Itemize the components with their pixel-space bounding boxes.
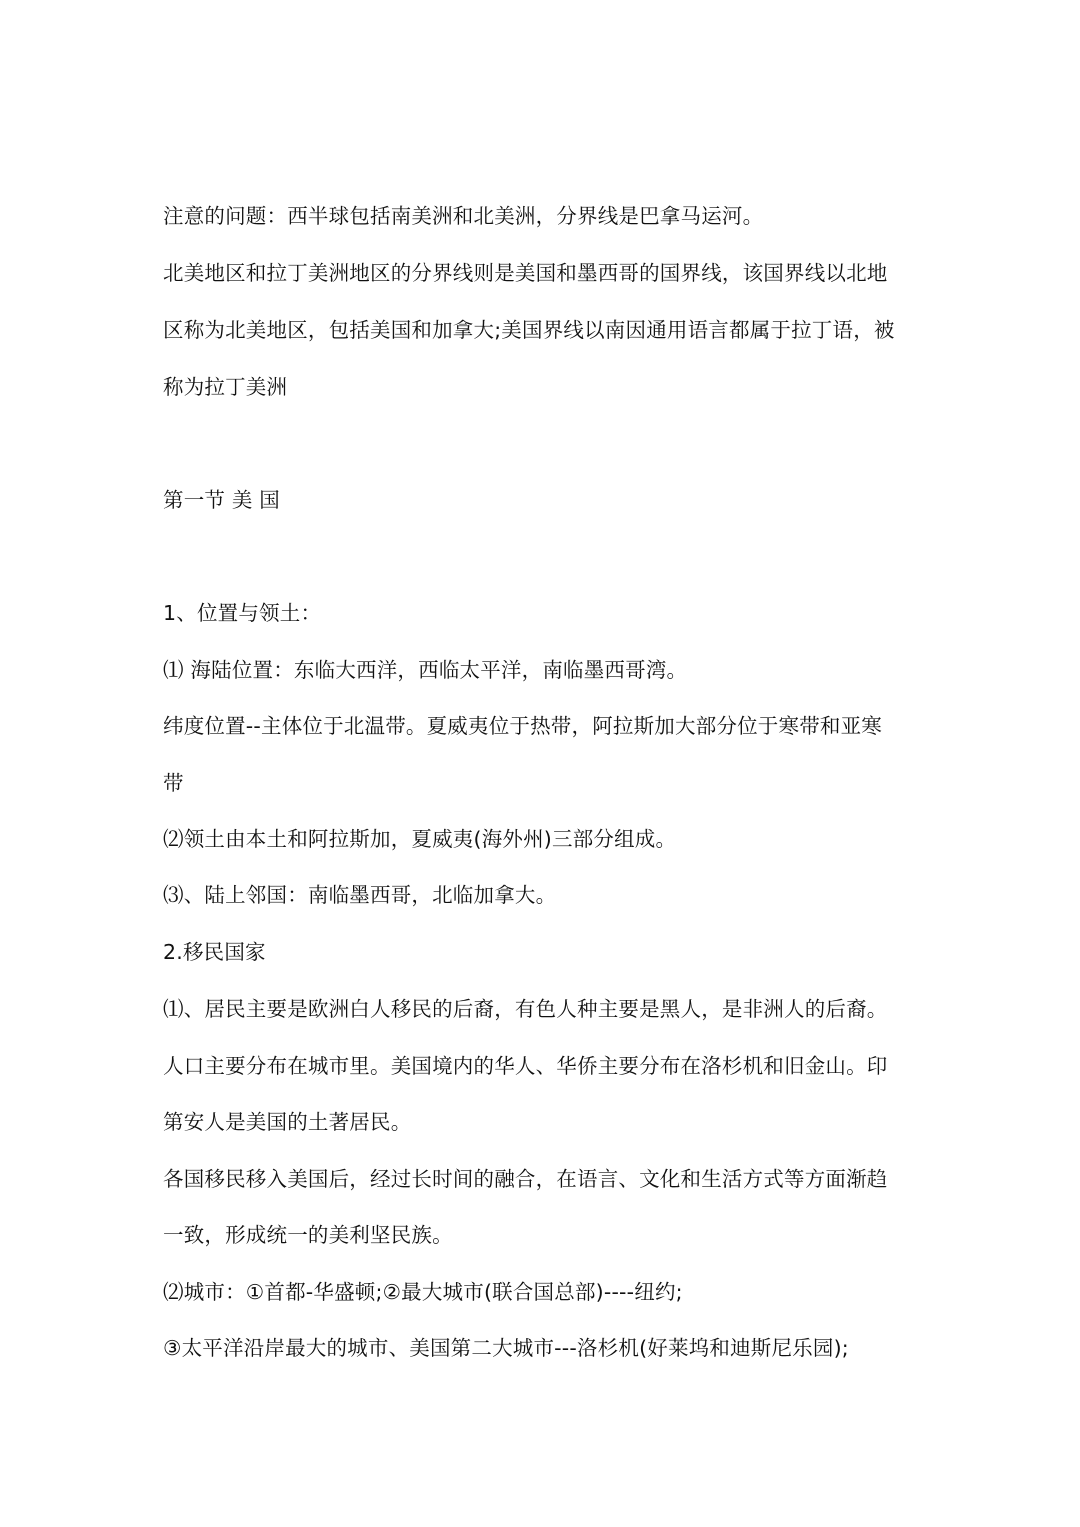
section-heading: 第一节 美 国	[163, 488, 280, 512]
paragraph-line: ⑵领土由本土和阿拉斯加，夏威夷(海外州)三部分组成。	[163, 827, 677, 851]
paragraph-line: 带	[163, 771, 184, 795]
paragraph-line: ③太平洋沿岸最大的城市、美国第二大城市---洛杉机(好莱坞和迪斯尼乐园);	[163, 1336, 849, 1360]
paragraph-line: ⑵城市：①首都-华盛顿;②最大城市(联合国总部)----纽约;	[163, 1280, 683, 1304]
paragraph-line: ⑴、居民主要是欧洲白人移民的后裔，有色人种主要是黑人，是非洲人的后裔。	[163, 997, 888, 1021]
paragraph-line: 纬度位置--主体位于北温带。夏威夷位于热带，阿拉斯加大部分位于寒带和亚寒	[163, 714, 882, 738]
paragraph-line: 第安人是美国的土著居民。	[163, 1110, 412, 1134]
paragraph-line: 一致，形成统一的美利坚民族。	[163, 1223, 453, 1247]
subheading: 2.移民国家	[163, 940, 266, 964]
paragraph-line: ⑴ 海陆位置：东临大西洋，西临太平洋，南临墨西哥湾。	[163, 658, 688, 682]
paragraph-line: 人口主要分布在城市里。美国境内的华人、华侨主要分布在洛杉机和旧金山。印	[163, 1054, 888, 1078]
note-line: 注意的问题：西半球包括南美洲和北美洲，分界线是巴拿马运河。	[163, 204, 764, 228]
paragraph-line: ⑶、陆上邻国：南临墨西哥，北临加拿大。	[163, 883, 557, 907]
paragraph-line: 北美地区和拉丁美洲地区的分界线则是美国和墨西哥的国界线，该国界线以北地	[163, 261, 888, 285]
paragraph-line: 区称为北美地区，包括美国和加拿大;美国界线以南因通用语言都属于拉丁语，被	[163, 318, 895, 342]
paragraph-line: 称为拉丁美洲	[163, 375, 288, 399]
paragraph-line: 各国移民移入美国后，经过长时间的融合，在语言、文化和生活方式等方面渐趋	[163, 1167, 888, 1191]
subheading: 1、位置与领土：	[163, 601, 322, 625]
